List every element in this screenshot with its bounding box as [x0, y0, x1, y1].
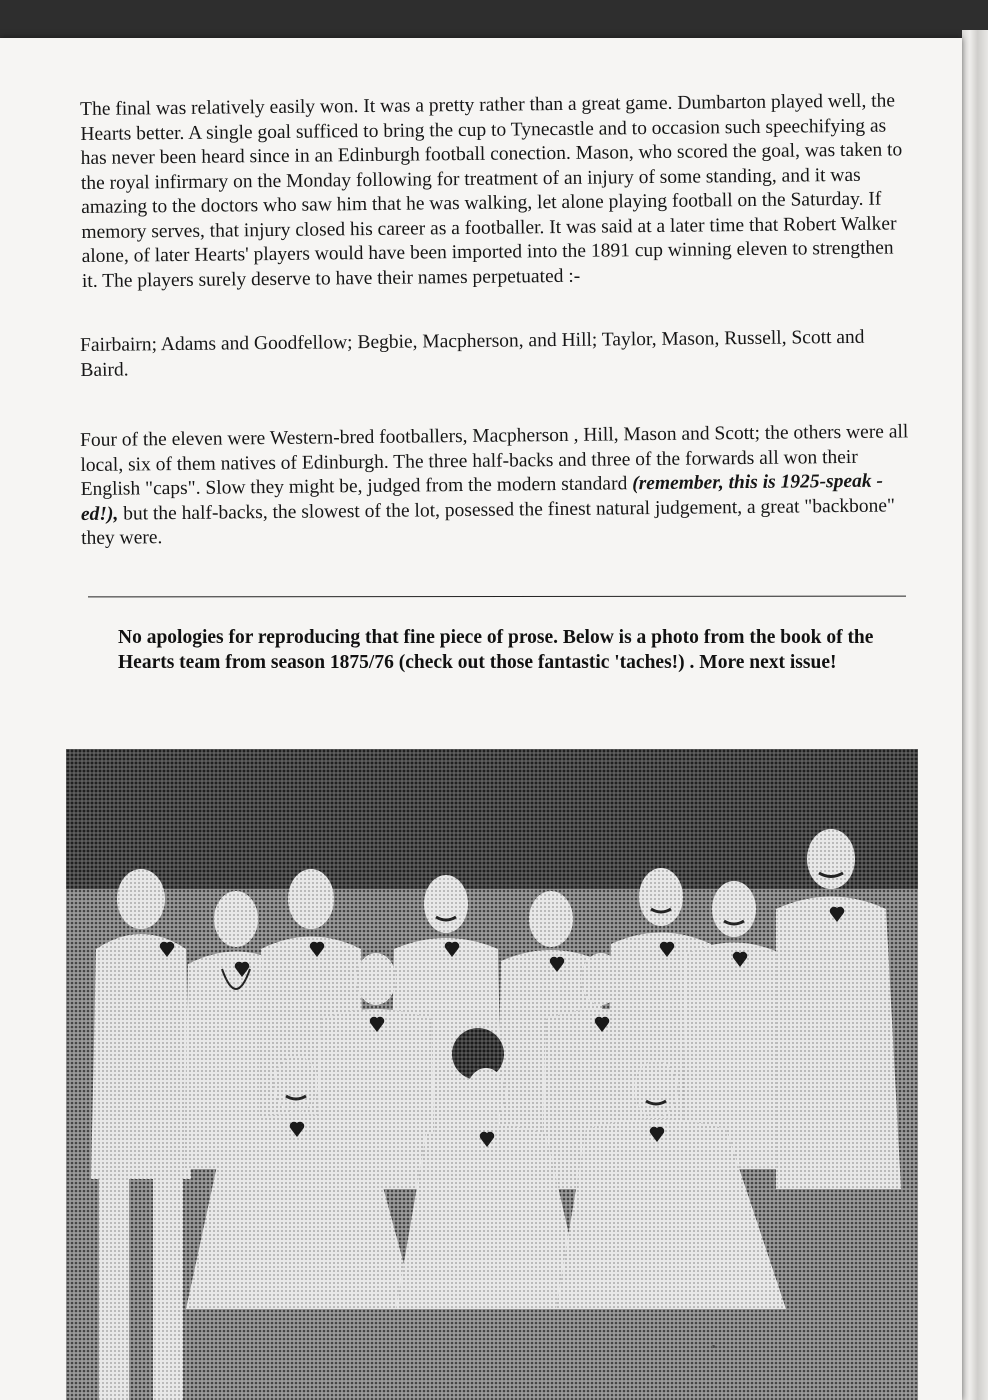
team-photo-illustration: [66, 749, 918, 1400]
team-lineup: Fairbairn; Adams and Goodfellow; Begbie, Macpherson, and Hill; Taylor, Mason, Russell, Scott and Baird.: [80, 326, 865, 381]
team-photo: [66, 749, 918, 1400]
photo-frame: [66, 749, 918, 1400]
paragraph-text-end: but the half-backs, the slowest of the lot, posessed the finest natural judgement, a great "backbone" they were.: [81, 494, 896, 549]
article-paragraph-2: [80, 325, 910, 383]
article-paragraph-3: [80, 420, 911, 551]
paragraph-text-start: Four of the eleven were Western-bred footballers, Macpherson , Hill, Mason and Scott; the others were all local, six of them natives of Edinburgh. The three half-backs and three of the forwards all won their English "caps". Slow they might be, judged from the modern standard: [80, 421, 909, 500]
speck: [712, 1345, 715, 1348]
paragraph-text: The final was relatively easily won. It was a pretty rather than a great game. Dumbarton played well, the Hearts better. A single goal sufficed to bring the cup to Tynecastle and to occasion such speechifying as has never been heard since in an Edinburgh football conection. Mason, who scored the goal, was taken to the royal infirmary on the Monday following for treatment of an injury of some standing, and it was amazing to the doctors who saw him that he was walking, let alone playing football on the Saturday. If memory serves, that injury closed his career as a footballer. It was said at a later time that Robert Walker alone, of later Hearts' players would have been imported into the 1891 cup winning eleven to strengthen it. The players surely deserve to have their names perpetuated :-: [80, 90, 903, 292]
editor-note: No apologies for reproducing that fine piece of prose. Below is a photo from the book of the Hearts team from season 1875/76 (check out those fantastic 'taches!) . More next issue!: [118, 627, 874, 673]
divider-rule: [88, 596, 906, 598]
article-paragraph-1: [80, 89, 912, 294]
magazine-page: [0, 38, 962, 1400]
paragraph-text: [80, 420, 911, 551]
page-edge: [962, 30, 988, 1400]
editor-aside: (remember, this is 1925-speak - ed!),: [80, 470, 884, 525]
